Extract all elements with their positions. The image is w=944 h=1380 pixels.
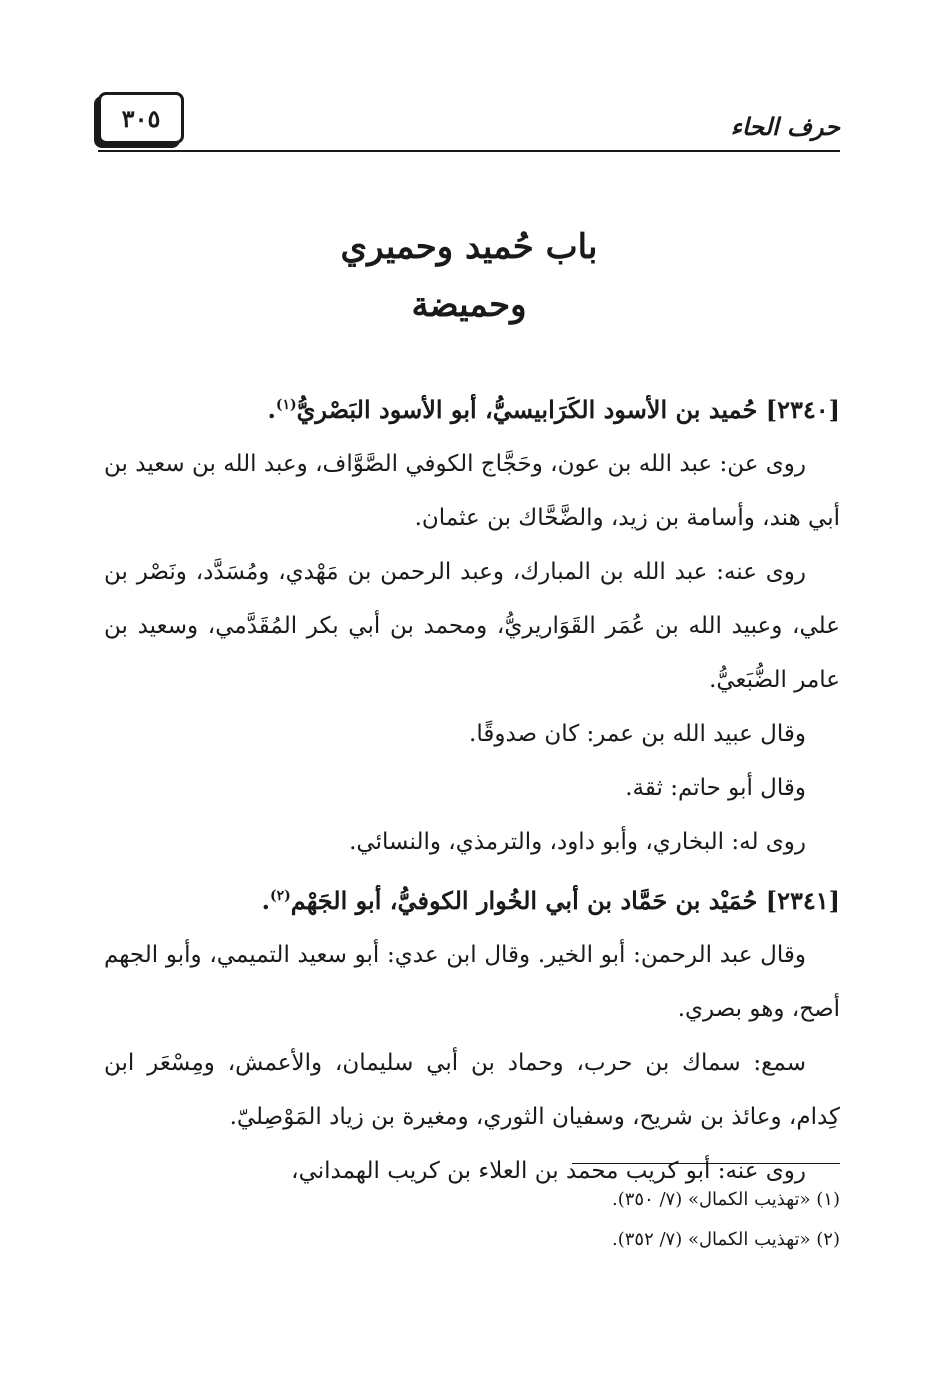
entry-paragraph: روى عنه: أبو كريب محمد بن العلاء بن كريب الهمداني، — [291, 1158, 806, 1184]
page-number: ٣٠٥ — [98, 92, 184, 144]
entry-paragraph: وقال أبو حاتم: ثقة. — [625, 775, 806, 801]
footnotes — [104, 1180, 840, 1260]
footnote: (٢) «تهذيب الكمال» (٧/ ٣٥٢). — [611, 1229, 840, 1250]
entry-heading-end: . — [261, 886, 270, 915]
footnote-ref: (٢) — [269, 888, 291, 904]
running-head: حرف الحاء — [730, 112, 840, 141]
footnote-ref: (١) — [275, 397, 297, 413]
entry-paragraph: روى له: البخاري، وأبو داود، والترمذي، والنسائي. — [349, 829, 806, 855]
entry-heading — [104, 869, 840, 928]
entry-paragraph: سمع: سماك بن حرب، وحماد بن أبي سليمان، والأعمش، ومِسْعَر ابن كِدام، وعائذ بن شريح، وسفيان الثوري، ومغيرة بن زياد المَوْصِليّ. — [104, 1050, 840, 1130]
entry-paragraph: وقال عبيد الله بن عمر: كان صدوقًا. — [469, 721, 806, 747]
chapter-title — [98, 218, 840, 334]
footnote: (١) «تهذيب الكمال» (٧/ ٣٥٠). — [611, 1189, 840, 1210]
chapter-title-line-1: باب حُميد وحميري — [340, 227, 598, 267]
entry-paragraph: روى عنه: عبد الله بن المبارك، وعبد الرحمن بن مَهْدي، ومُسَدَّد، ونَصْر بن علي، وعبيد الله بن عُمَر القَوَاريريُّ، ومحمد بن أبي بكر المُقَدَّمي، وسعيد بن عامر الضُّبَعيُّ. — [104, 559, 840, 693]
page-body — [104, 378, 840, 1198]
chapter-title-line-2: وحميضة — [411, 285, 527, 325]
entry-heading-end: . — [267, 395, 276, 424]
entry-heading-text: [٢٣٤٠] حُميد بن الأسود الكَرَابيسيُّ، أبو الأسود البَصْريُّ — [296, 395, 840, 424]
page-header — [98, 92, 840, 152]
entry-heading-text: [٢٣٤١] حُمَيْد بن حَمَّاد بن أبي الخُوار الكوفيُّ، أبو الجَهْم — [290, 886, 840, 915]
footnote-rule — [572, 1163, 840, 1164]
entry-paragraph: وقال عبد الرحمن: أبو الخير. وقال ابن عدي: أبو سعيد التميمي، وأبو الجهم أصح، وهو بصري. — [104, 942, 840, 1022]
entry-paragraph: روى عن: عبد الله بن عون، وحَجَّاج الكوفي الصَّوَّاف، وعبد الله بن سعيد بن أبي هند، وأسامة بن زيد، والضَّحَّاك بن عثمان. — [104, 451, 840, 531]
header-rule — [98, 150, 840, 152]
entry-heading — [104, 378, 840, 437]
